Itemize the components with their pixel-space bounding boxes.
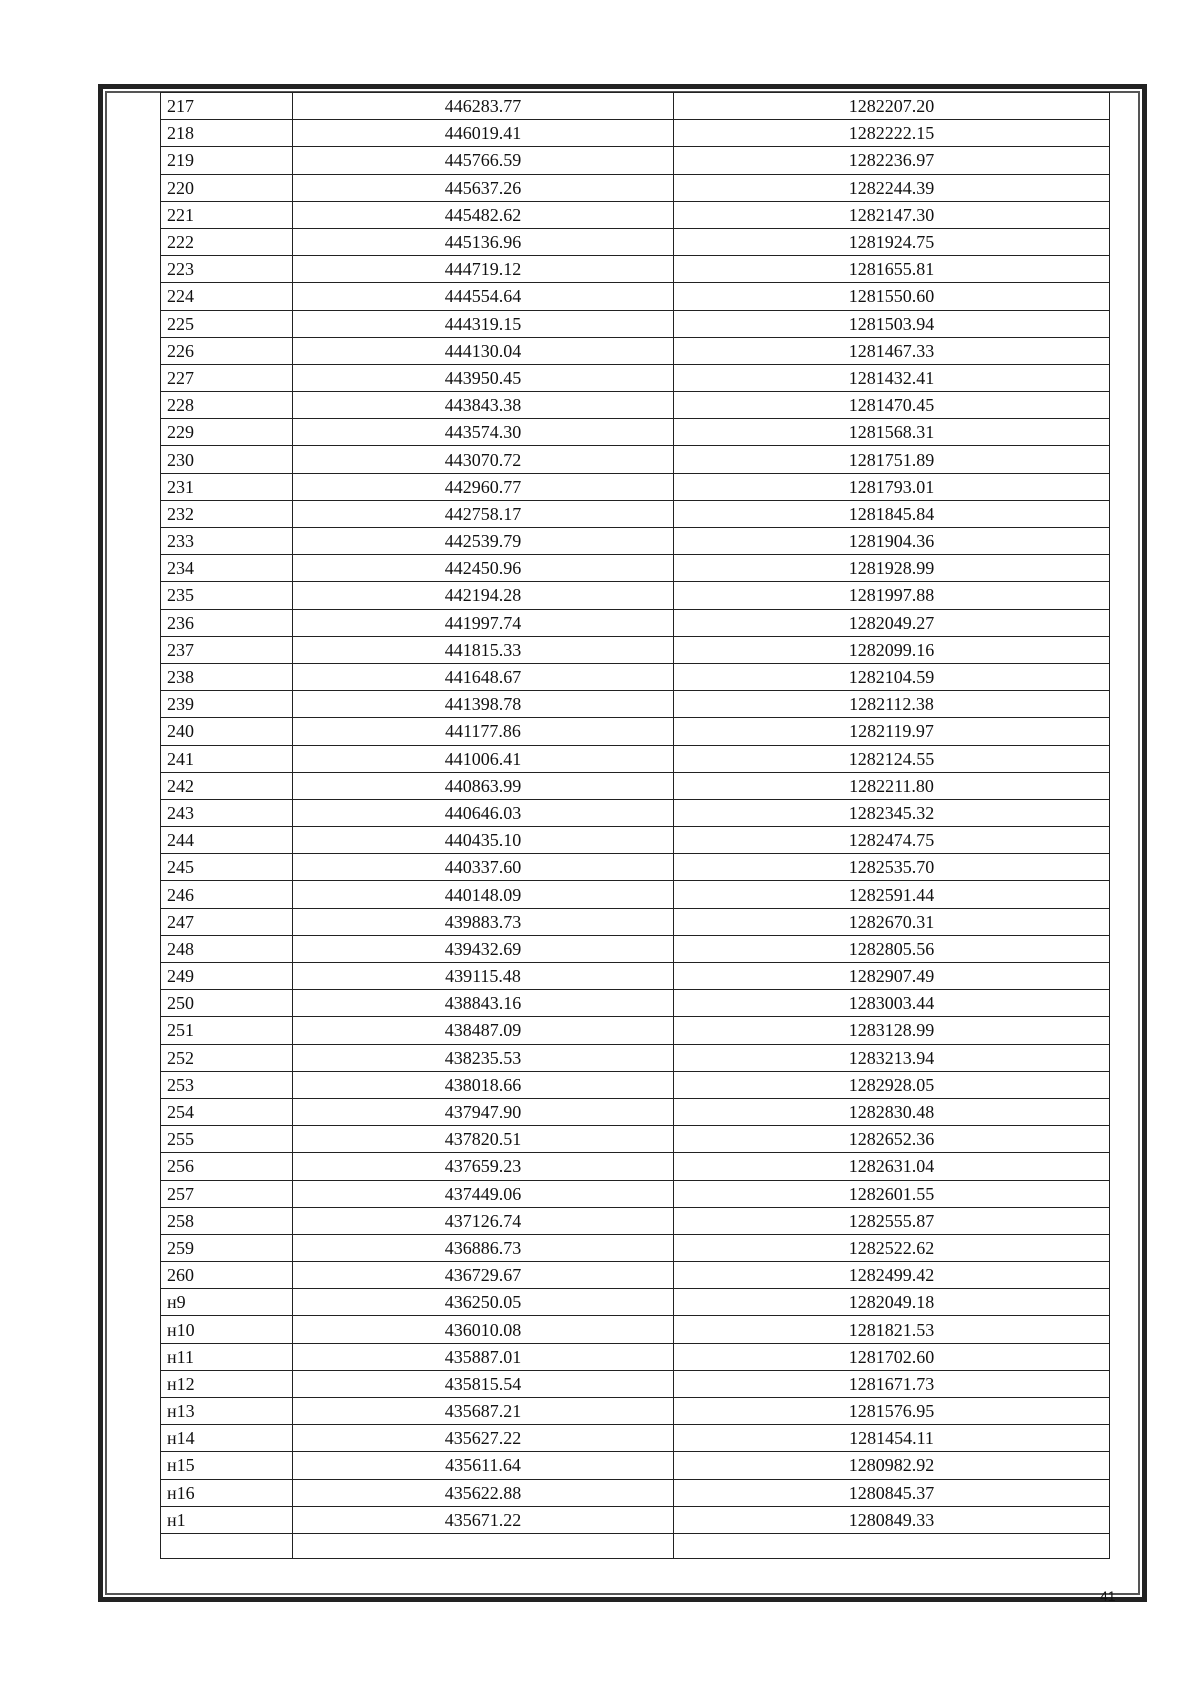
point-id-cell: 246 xyxy=(161,881,293,908)
point-id-cell: 251 xyxy=(161,1017,293,1044)
y-coordinate-cell: 1282236.97 xyxy=(674,147,1110,174)
point-id-cell: 237 xyxy=(161,636,293,663)
table-row xyxy=(161,772,1110,799)
x-coordinate-cell: 444130.04 xyxy=(293,337,674,364)
table-row xyxy=(161,228,1110,255)
table-row xyxy=(161,419,1110,446)
table-row xyxy=(161,935,1110,962)
y-coordinate-cell: 1282601.55 xyxy=(674,1180,1110,1207)
x-coordinate-cell: 435815.54 xyxy=(293,1370,674,1397)
y-coordinate-cell: 1281454.11 xyxy=(674,1425,1110,1452)
point-id-cell: 226 xyxy=(161,337,293,364)
point-id-cell: н1 xyxy=(161,1506,293,1533)
y-coordinate-cell: 1281503.94 xyxy=(674,310,1110,337)
y-coordinate-cell: 1282555.87 xyxy=(674,1207,1110,1234)
table-row xyxy=(161,120,1110,147)
table-row xyxy=(161,337,1110,364)
table-row xyxy=(161,174,1110,201)
x-coordinate-cell: 438235.53 xyxy=(293,1044,674,1071)
y-coordinate-cell: 1281568.31 xyxy=(674,419,1110,446)
point-id-cell: 218 xyxy=(161,120,293,147)
x-coordinate-cell: 441398.78 xyxy=(293,691,674,718)
x-coordinate-cell: 435887.01 xyxy=(293,1343,674,1370)
y-coordinate-cell: 1281924.75 xyxy=(674,228,1110,255)
y-coordinate-cell: 1281845.84 xyxy=(674,500,1110,527)
table-row xyxy=(161,283,1110,310)
table-row xyxy=(161,908,1110,935)
y-coordinate-cell: 1282499.42 xyxy=(674,1262,1110,1289)
table-row xyxy=(161,827,1110,854)
x-coordinate-cell: 440337.60 xyxy=(293,854,674,881)
y-coordinate-cell: 1281470.45 xyxy=(674,392,1110,419)
y-coordinate-cell: 1282535.70 xyxy=(674,854,1110,881)
table-row xyxy=(161,93,1110,120)
table-row xyxy=(161,473,1110,500)
x-coordinate-cell: 440646.03 xyxy=(293,799,674,826)
y-coordinate-cell: 1283213.94 xyxy=(674,1044,1110,1071)
x-coordinate-cell: 435687.21 xyxy=(293,1398,674,1425)
x-coordinate-cell: 443843.38 xyxy=(293,392,674,419)
table-row xyxy=(161,555,1110,582)
point-id-cell: 252 xyxy=(161,1044,293,1071)
table-row xyxy=(161,609,1110,636)
table-row xyxy=(161,990,1110,1017)
x-coordinate-cell: 444719.12 xyxy=(293,256,674,283)
point-id-cell: 258 xyxy=(161,1207,293,1234)
x-coordinate-cell: 445637.26 xyxy=(293,174,674,201)
y-coordinate-cell: 1282124.55 xyxy=(674,745,1110,772)
x-coordinate-cell: 442960.77 xyxy=(293,473,674,500)
empty-table-row xyxy=(161,1533,1110,1558)
point-id-cell: 233 xyxy=(161,528,293,555)
x-coordinate-cell: 443574.30 xyxy=(293,419,674,446)
point-id-cell: 241 xyxy=(161,745,293,772)
x-coordinate-cell: 441006.41 xyxy=(293,745,674,772)
y-coordinate-cell: 1281793.01 xyxy=(674,473,1110,500)
x-coordinate-cell: 442194.28 xyxy=(293,582,674,609)
table-row xyxy=(161,1180,1110,1207)
y-coordinate-cell: 1281751.89 xyxy=(674,446,1110,473)
point-id-cell: 244 xyxy=(161,827,293,854)
table-row xyxy=(161,1479,1110,1506)
point-id-cell: н16 xyxy=(161,1479,293,1506)
point-id-cell: н14 xyxy=(161,1425,293,1452)
x-coordinate-cell: 443070.72 xyxy=(293,446,674,473)
y-coordinate-cell: 1282112.38 xyxy=(674,691,1110,718)
point-id-cell: 221 xyxy=(161,201,293,228)
table-row xyxy=(161,1153,1110,1180)
x-coordinate-cell: 442758.17 xyxy=(293,500,674,527)
table-row xyxy=(161,1044,1110,1071)
x-coordinate-cell: 437820.51 xyxy=(293,1126,674,1153)
point-id-cell: 255 xyxy=(161,1126,293,1153)
x-coordinate-cell: 437659.23 xyxy=(293,1153,674,1180)
table-row xyxy=(161,963,1110,990)
x-coordinate-cell: 444554.64 xyxy=(293,283,674,310)
table-row xyxy=(161,1452,1110,1479)
table-row xyxy=(161,147,1110,174)
table-row xyxy=(161,1425,1110,1452)
table-row xyxy=(161,1098,1110,1125)
y-coordinate-cell: 1282805.56 xyxy=(674,935,1110,962)
y-coordinate-cell: 1282928.05 xyxy=(674,1071,1110,1098)
y-coordinate-cell: 1282591.44 xyxy=(674,881,1110,908)
y-coordinate-cell: 1281655.81 xyxy=(674,256,1110,283)
point-id-cell: н10 xyxy=(161,1316,293,1343)
empty-cell xyxy=(674,1533,1110,1558)
point-id-cell: 260 xyxy=(161,1262,293,1289)
table-row xyxy=(161,799,1110,826)
x-coordinate-cell: 442539.79 xyxy=(293,528,674,555)
y-coordinate-cell: 1282652.36 xyxy=(674,1126,1110,1153)
table-row xyxy=(161,881,1110,908)
point-id-cell: 257 xyxy=(161,1180,293,1207)
x-coordinate-cell: 440148.09 xyxy=(293,881,674,908)
table-row xyxy=(161,663,1110,690)
table-row xyxy=(161,1398,1110,1425)
table-row xyxy=(161,528,1110,555)
point-id-cell: 240 xyxy=(161,718,293,745)
point-id-cell: 234 xyxy=(161,555,293,582)
y-coordinate-cell: 1282830.48 xyxy=(674,1098,1110,1125)
point-id-cell: 256 xyxy=(161,1153,293,1180)
x-coordinate-cell: 436250.05 xyxy=(293,1289,674,1316)
point-id-cell: 248 xyxy=(161,935,293,962)
point-id-cell: 253 xyxy=(161,1071,293,1098)
point-id-cell: 223 xyxy=(161,256,293,283)
y-coordinate-cell: 1282631.04 xyxy=(674,1153,1110,1180)
table-row xyxy=(161,201,1110,228)
x-coordinate-cell: 439115.48 xyxy=(293,963,674,990)
x-coordinate-cell: 439883.73 xyxy=(293,908,674,935)
y-coordinate-cell: 1281904.36 xyxy=(674,528,1110,555)
table-row xyxy=(161,854,1110,881)
table-row xyxy=(161,1316,1110,1343)
x-coordinate-cell: 438843.16 xyxy=(293,990,674,1017)
y-coordinate-cell: 1282474.75 xyxy=(674,827,1110,854)
point-id-cell: 242 xyxy=(161,772,293,799)
table-row xyxy=(161,500,1110,527)
point-id-cell: 225 xyxy=(161,310,293,337)
x-coordinate-cell: 445136.96 xyxy=(293,228,674,255)
y-coordinate-cell: 1281671.73 xyxy=(674,1370,1110,1397)
point-id-cell: 236 xyxy=(161,609,293,636)
x-coordinate-cell: 441177.86 xyxy=(293,718,674,745)
empty-cell xyxy=(161,1533,293,1558)
x-coordinate-cell: 436729.67 xyxy=(293,1262,674,1289)
point-id-cell: 217 xyxy=(161,93,293,120)
x-coordinate-cell: 435671.22 xyxy=(293,1506,674,1533)
table-row xyxy=(161,745,1110,772)
point-id-cell: 249 xyxy=(161,963,293,990)
y-coordinate-cell: 1282522.62 xyxy=(674,1234,1110,1261)
x-coordinate-cell: 438018.66 xyxy=(293,1071,674,1098)
y-coordinate-cell: 1282345.32 xyxy=(674,799,1110,826)
y-coordinate-cell: 1280849.33 xyxy=(674,1506,1110,1533)
x-coordinate-cell: 436010.08 xyxy=(293,1316,674,1343)
table-row xyxy=(161,718,1110,745)
x-coordinate-cell: 435622.88 xyxy=(293,1479,674,1506)
table-row xyxy=(161,446,1110,473)
y-coordinate-cell: 1281432.41 xyxy=(674,364,1110,391)
x-coordinate-cell: 446019.41 xyxy=(293,120,674,147)
table-row xyxy=(161,1343,1110,1370)
y-coordinate-cell: 1282207.20 xyxy=(674,93,1110,120)
y-coordinate-cell: 1282147.30 xyxy=(674,201,1110,228)
point-id-cell: 229 xyxy=(161,419,293,446)
x-coordinate-cell: 442450.96 xyxy=(293,555,674,582)
y-coordinate-cell: 1282104.59 xyxy=(674,663,1110,690)
y-coordinate-cell: 1282244.39 xyxy=(674,174,1110,201)
x-coordinate-cell: 441648.67 xyxy=(293,663,674,690)
point-id-cell: 224 xyxy=(161,283,293,310)
y-coordinate-cell: 1280982.92 xyxy=(674,1452,1110,1479)
y-coordinate-cell: 1282670.31 xyxy=(674,908,1110,935)
point-id-cell: н12 xyxy=(161,1370,293,1397)
y-coordinate-cell: 1282049.27 xyxy=(674,609,1110,636)
x-coordinate-cell: 435611.64 xyxy=(293,1452,674,1479)
point-id-cell: н11 xyxy=(161,1343,293,1370)
table-row xyxy=(161,310,1110,337)
y-coordinate-cell: 1281928.99 xyxy=(674,555,1110,582)
point-id-cell: 230 xyxy=(161,446,293,473)
point-id-cell: 220 xyxy=(161,174,293,201)
y-coordinate-cell: 1282211.80 xyxy=(674,772,1110,799)
empty-cell xyxy=(293,1533,674,1558)
y-coordinate-cell: 1283003.44 xyxy=(674,990,1110,1017)
x-coordinate-cell: 440863.99 xyxy=(293,772,674,799)
x-coordinate-cell: 445766.59 xyxy=(293,147,674,174)
y-coordinate-cell: 1281997.88 xyxy=(674,582,1110,609)
point-id-cell: 259 xyxy=(161,1234,293,1261)
point-id-cell: 235 xyxy=(161,582,293,609)
coordinates-table-body xyxy=(161,93,1110,1559)
y-coordinate-cell: 1282907.49 xyxy=(674,963,1110,990)
x-coordinate-cell: 446283.77 xyxy=(293,93,674,120)
x-coordinate-cell: 436886.73 xyxy=(293,1234,674,1261)
table-row xyxy=(161,1071,1110,1098)
point-id-cell: 222 xyxy=(161,228,293,255)
y-coordinate-cell: 1281821.53 xyxy=(674,1316,1110,1343)
coordinates-table xyxy=(160,92,1110,1559)
x-coordinate-cell: 437947.90 xyxy=(293,1098,674,1125)
point-id-cell: н9 xyxy=(161,1289,293,1316)
table-row xyxy=(161,1262,1110,1289)
y-coordinate-cell: 1282049.18 xyxy=(674,1289,1110,1316)
point-id-cell: 231 xyxy=(161,473,293,500)
table-row xyxy=(161,364,1110,391)
point-id-cell: 232 xyxy=(161,500,293,527)
x-coordinate-cell: 444319.15 xyxy=(293,310,674,337)
table-row xyxy=(161,1234,1110,1261)
table-row xyxy=(161,392,1110,419)
point-id-cell: 245 xyxy=(161,854,293,881)
page-number: 41 xyxy=(1100,1588,1116,1604)
point-id-cell: н13 xyxy=(161,1398,293,1425)
y-coordinate-cell: 1282222.15 xyxy=(674,120,1110,147)
x-coordinate-cell: 440435.10 xyxy=(293,827,674,854)
y-coordinate-cell: 1281576.95 xyxy=(674,1398,1110,1425)
y-coordinate-cell: 1283128.99 xyxy=(674,1017,1110,1044)
y-coordinate-cell: 1280845.37 xyxy=(674,1479,1110,1506)
table-row xyxy=(161,1126,1110,1153)
table-row xyxy=(161,1017,1110,1044)
table-row xyxy=(161,1506,1110,1533)
y-coordinate-cell: 1281467.33 xyxy=(674,337,1110,364)
y-coordinate-cell: 1281702.60 xyxy=(674,1343,1110,1370)
point-id-cell: 219 xyxy=(161,147,293,174)
table-row xyxy=(161,691,1110,718)
table-row xyxy=(161,256,1110,283)
table-row xyxy=(161,582,1110,609)
x-coordinate-cell: 439432.69 xyxy=(293,935,674,962)
point-id-cell: н15 xyxy=(161,1452,293,1479)
table-row xyxy=(161,1370,1110,1397)
point-id-cell: 239 xyxy=(161,691,293,718)
point-id-cell: 250 xyxy=(161,990,293,1017)
y-coordinate-cell: 1282119.97 xyxy=(674,718,1110,745)
table-row xyxy=(161,1289,1110,1316)
x-coordinate-cell: 435627.22 xyxy=(293,1425,674,1452)
x-coordinate-cell: 437126.74 xyxy=(293,1207,674,1234)
x-coordinate-cell: 441997.74 xyxy=(293,609,674,636)
point-id-cell: 243 xyxy=(161,799,293,826)
point-id-cell: 228 xyxy=(161,392,293,419)
point-id-cell: 227 xyxy=(161,364,293,391)
x-coordinate-cell: 441815.33 xyxy=(293,636,674,663)
point-id-cell: 254 xyxy=(161,1098,293,1125)
table-row xyxy=(161,636,1110,663)
x-coordinate-cell: 437449.06 xyxy=(293,1180,674,1207)
point-id-cell: 247 xyxy=(161,908,293,935)
x-coordinate-cell: 443950.45 xyxy=(293,364,674,391)
y-coordinate-cell: 1281550.60 xyxy=(674,283,1110,310)
table-row xyxy=(161,1207,1110,1234)
point-id-cell: 238 xyxy=(161,663,293,690)
x-coordinate-cell: 445482.62 xyxy=(293,201,674,228)
y-coordinate-cell: 1282099.16 xyxy=(674,636,1110,663)
x-coordinate-cell: 438487.09 xyxy=(293,1017,674,1044)
